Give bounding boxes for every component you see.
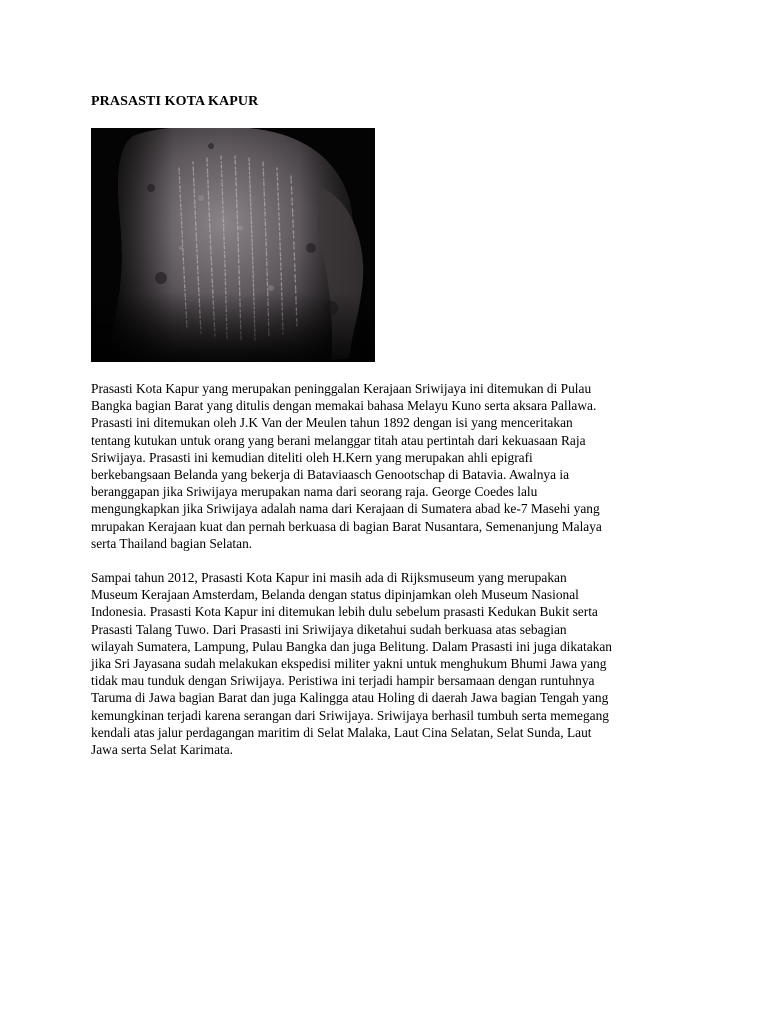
- paragraph-line: serta Thailand bagian Selatan.: [91, 535, 253, 551]
- paragraph-line: Museum Kerajaan Amsterdam, Belanda dengan status dipinjamkan oleh Museum Nasional: [91, 587, 579, 603]
- document-page: [91, 93, 691, 758]
- paragraph-line: kemungkinan terjadi karena serangan dari Sriwijaya. Sriwijaya berhasil tumbuh serta memegang: [91, 707, 609, 723]
- stone-illustration: [91, 128, 375, 362]
- paragraph-line: mengungkapkan jika Sriwijaya adalah nama dari Kerajaan di Sumatera abad ke-7 Masehi yang: [91, 501, 600, 517]
- paragraph-line: mrupakan Kerajaan kuat dan pernah berkuasa di bagian Barat Nusantara, Semenanjung Malaya: [91, 518, 602, 534]
- inscription-stone-photo: [91, 128, 375, 362]
- paragraph-line: Prasasti Talang Tuwo. Dari Prasasti ini Sriwijaya diketahui sudah berkuasa atas sebagian: [91, 621, 567, 637]
- paragraph-line: berkebangsaan Belanda yang bekerja di Bataviaasch Genootschap di Batavia. Awalnya ia: [91, 467, 570, 483]
- paragraph-1: [91, 380, 691, 552]
- paragraph-line: tidak mau tunduk dengan Sriwijaya. Peristiwa ini terjadi hampir bersamaan dengan runtuhnya: [91, 673, 595, 689]
- paragraph-line: Taruma di Jawa bagian Barat dan juga Kalingga atau Holing di daerah Jawa bagian Tengah yang: [91, 690, 609, 706]
- paragraph-line: Bangka bagian Barat yang ditulis dengan memakai bahasa Melayu Kuno serta aksara Pallawa.: [91, 398, 597, 414]
- paragraph-line: Prasasti ini ditemukan oleh J.K Van der Meulen tahun 1892 dengan isi yang menceritakan: [91, 415, 573, 431]
- paragraph-line: Indonesia. Prasasti Kota Kapur ini ditemukan lebih dulu sebelum prasasti Kedukan Bukit serta: [91, 604, 598, 620]
- paragraph-2: [91, 569, 691, 758]
- paragraph-line: Prasasti Kota Kapur yang merupakan peninggalan Kerajaan Sriwijaya ini ditemukan di Pulau: [91, 381, 592, 396]
- paragraph-line: Jawa serta Selat Karimata.: [91, 742, 234, 758]
- paragraph-line: jika Sri Jayasana sudah melakukan ekspedisi militer yakni untuk menghukum Bhumi Jawa yang: [91, 656, 607, 672]
- paragraph-line: Sriwijaya. Prasasti ini kemudian diteliti oleh H.Kern yang merupakan ahli epigrafi: [91, 449, 533, 465]
- paragraph-line: wilayah Sumatera, Lampung, Pulau Bangka dan juga Belitung. Dalam Prasasti ini juga dikatakan: [91, 638, 612, 654]
- paragraph-line: Sampai tahun 2012, Prasasti Kota Kapur ini masih ada di Rijksmuseum yang merupakan: [91, 570, 567, 586]
- paragraph-line: tentang kutukan untuk orang yang berani melanggar titah atau pertintah dari kekuasaan Raja: [91, 432, 586, 448]
- paragraph-line: kendali atas jalur perdagangan maritim di Selat Malaka, Laut Cina Selatan, Selat Sunda, Laut: [91, 724, 592, 740]
- paragraph-line: beranggapan jika Sriwijaya merupakan nama dari seorang raja. George Coedes lalu: [91, 484, 538, 500]
- document-title: PRASASTI KOTA KAPUR: [91, 94, 259, 109]
